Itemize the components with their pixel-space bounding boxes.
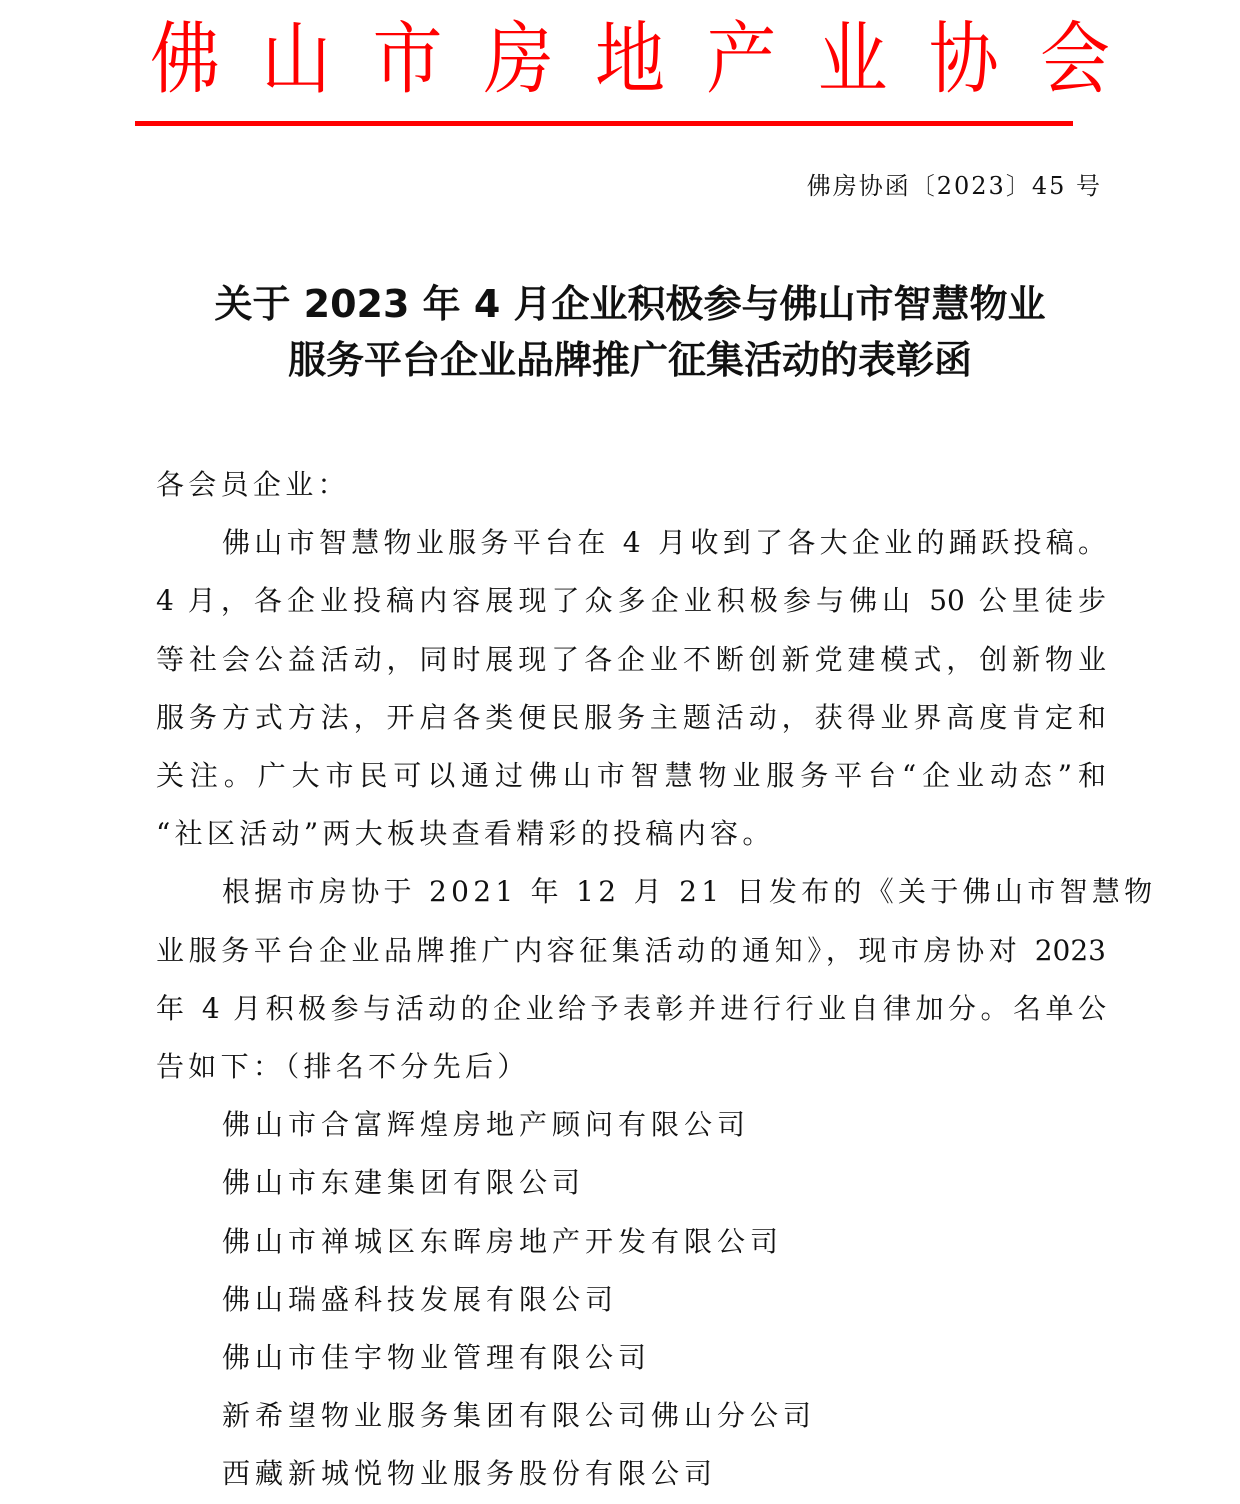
letterhead-char: 佛 xyxy=(150,13,220,105)
paragraph-line: 佛山市智慧物业服务平台在 4 月收到了各大企业的踊跃投稿。 xyxy=(222,526,1111,560)
title-line-2: 服务平台企业品牌推广征集活动的表彰函 xyxy=(287,338,972,382)
paragraph-line: 关注。广大市民可以通过佛山市智慧物业服务平台“企业动态”和 xyxy=(156,759,1106,793)
letterhead-char: 会 xyxy=(1040,13,1110,105)
company-list-item: 佛山市东建集团有限公司 xyxy=(222,1166,586,1200)
paragraph-line: 等社会公益活动，同时展现了各企业不断创新党建模式，创新物业 xyxy=(156,642,1106,676)
company-list-item: 佛山市禅城区东晖房地产开发有限公司 xyxy=(222,1224,784,1258)
company-list-item: 新希望物业服务集团有限公司佛山分公司 xyxy=(222,1399,817,1433)
company-list-item: 佛山市合富辉煌房地产顾问有限公司 xyxy=(222,1108,751,1142)
paragraph-line: 服务方式方法，开启各类便民服务主题活动，获得业界高度肯定和 xyxy=(156,700,1106,734)
letterhead-char: 山 xyxy=(261,13,332,105)
company-list-item: 佛山市佳宇物业管理有限公司 xyxy=(222,1341,652,1375)
paragraph-line: 业服务平台企业品牌推广内容征集活动的通知》，现市房协对 2023 xyxy=(156,933,1106,967)
letterhead-organization-name xyxy=(150,14,1110,104)
letterhead-divider xyxy=(135,121,1073,126)
company-list-item: 西藏新城悦物业服务股份有限公司 xyxy=(222,1457,718,1491)
paragraph-line: “社区活动”两大板块查看精彩的投稿内容。 xyxy=(156,817,775,851)
paragraph-line: 根据市房协于 2021 年 12 月 21 日发布的《关于佛山市智慧物 xyxy=(222,875,1157,909)
document-body xyxy=(156,456,1157,1504)
letterhead-char: 地 xyxy=(595,13,665,105)
document-title xyxy=(140,276,1120,388)
letterhead-char: 协 xyxy=(928,13,999,105)
paragraph-line: 年 4 月积极参与活动的企业给予表彰并进行行业自律加分。名单公 xyxy=(156,991,1106,1025)
paragraph-line: 告如下：（排名不分先后） xyxy=(156,1050,530,1084)
paragraph-line: 4 月，各企业投稿内容展现了众多企业积极参与佛山 50 公里徒步 xyxy=(156,584,1106,618)
title-line-1: 关于 2023 年 4 月企业积极参与佛山市智慧物业 xyxy=(214,282,1046,326)
document-number: 佛房协函〔2023〕45 号 xyxy=(806,172,1102,200)
salutation: 各会员企业： xyxy=(156,468,350,501)
letterhead-char: 产 xyxy=(706,13,777,105)
letterhead-char: 市 xyxy=(372,13,443,105)
letterhead-char: 房 xyxy=(483,13,554,105)
letterhead-char: 业 xyxy=(817,13,888,105)
paragraph-submissions xyxy=(156,514,1111,863)
paragraph-commendation xyxy=(156,863,1157,1096)
company-list xyxy=(156,1096,1106,1503)
company-list-item: 佛山瑞盛科技发展有限公司 xyxy=(222,1282,619,1316)
